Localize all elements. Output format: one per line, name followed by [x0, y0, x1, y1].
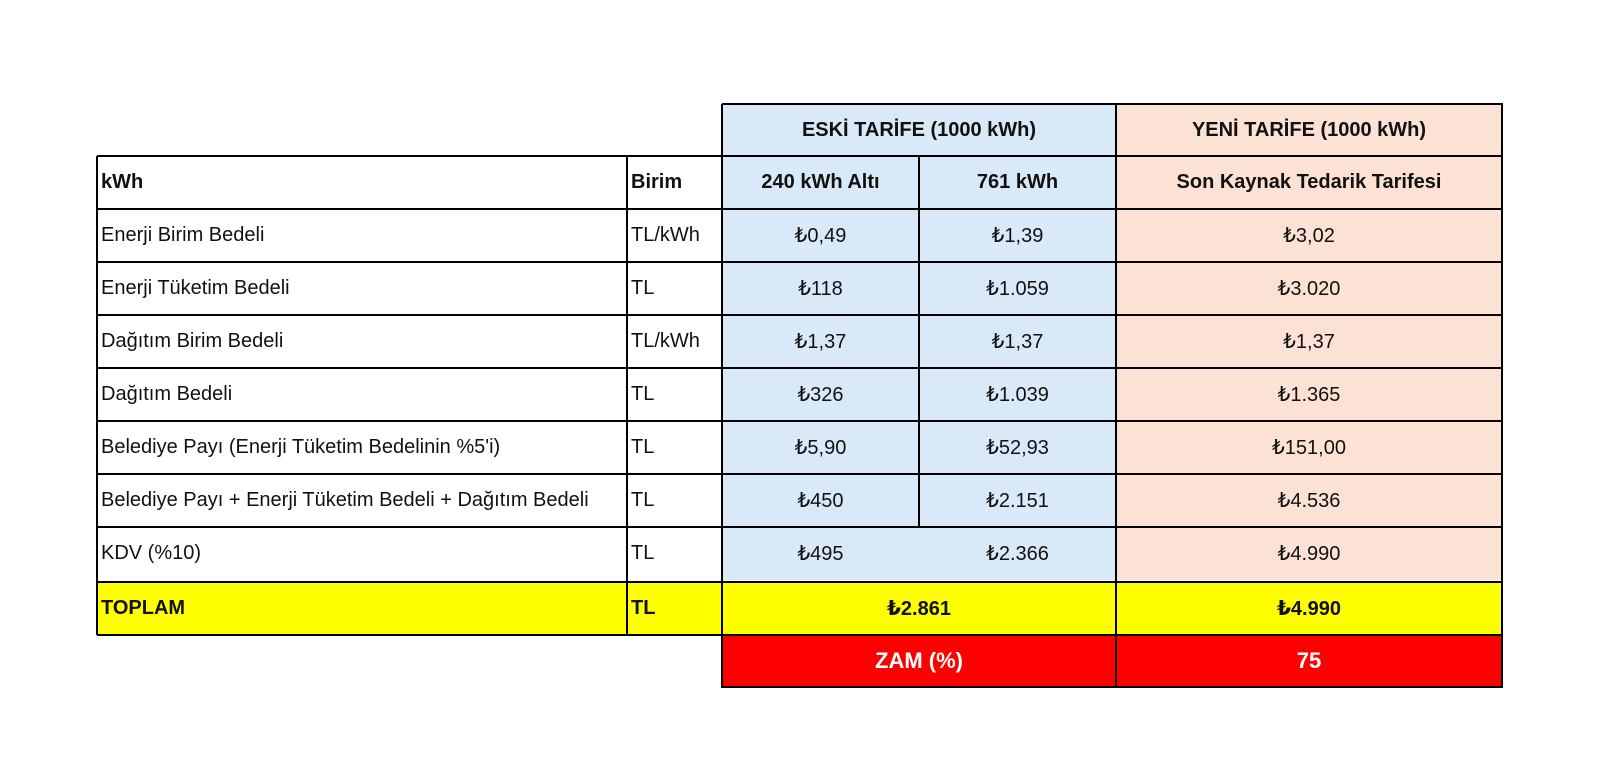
eski-tarife-header: ESKİ TARİFE (1000 kWh) [722, 104, 1116, 156]
grid-line [97, 155, 1503, 157]
column-header-birim: Birim [631, 171, 683, 193]
row-value-240-kwh: ₺495 [722, 527, 919, 580]
row-label: Belediye Payı + Enerji Tüketim Bedeli + Dağıtım Bedeli [101, 489, 589, 511]
row-value-son-kaynak: ₺1,37 [1116, 315, 1502, 368]
row-value-761-kwh: ₺1.039 [919, 368, 1116, 421]
column-header-kwh: kWh [101, 171, 144, 193]
total-eski-value: ₺2.861 [722, 582, 1116, 635]
grid-line [626, 156, 628, 635]
total-yeni-value: ₺4.990 [1116, 582, 1502, 635]
row-value-240-kwh: ₺326 [722, 368, 919, 421]
grid-line [97, 208, 1503, 210]
grid-line [97, 526, 1503, 528]
row-value-son-kaynak: ₺4.536 [1116, 474, 1502, 527]
grid-line [721, 104, 723, 688]
grid-line [722, 103, 1503, 105]
row-value-son-kaynak: ₺3.020 [1116, 262, 1502, 315]
zam-label: ZAM (%) [722, 635, 1116, 687]
grid-line [918, 156, 920, 527]
row-value-761-kwh: ₺1.059 [919, 262, 1116, 315]
grid-line [722, 686, 1503, 688]
row-value-son-kaynak: ₺151,00 [1116, 421, 1502, 474]
total-label: TOPLAM [97, 582, 627, 635]
row-unit: TL [631, 542, 655, 564]
row-value-761-kwh: ₺2.366 [919, 527, 1116, 580]
row-value-240-kwh: ₺118 [722, 262, 919, 315]
row-label: Enerji Birim Bedeli [101, 224, 265, 246]
column-header-761-kwh: 761 kWh [919, 156, 1116, 209]
row-value-761-kwh: ₺52,93 [919, 421, 1116, 474]
row-label: Enerji Tüketim Bedeli [101, 277, 290, 299]
row-value-761-kwh: ₺1,37 [919, 315, 1116, 368]
row-label: KDV (%10) [101, 542, 202, 564]
row-unit: TL [631, 489, 655, 511]
row-value-761-kwh: ₺2.151 [919, 474, 1116, 527]
row-value-son-kaynak: ₺3,02 [1116, 209, 1502, 262]
grid-line [97, 420, 1503, 422]
grid-line [97, 367, 1503, 369]
row-label: Dağıtım Birim Bedeli [101, 330, 284, 352]
grid-line [1501, 104, 1503, 688]
row-unit: TL [631, 383, 655, 405]
yeni-tarife-header: YENİ TARİFE (1000 kWh) [1116, 104, 1502, 156]
row-value-240-kwh: ₺5,90 [722, 421, 919, 474]
grid-line [97, 473, 1503, 475]
row-value-240-kwh: ₺1,37 [722, 315, 919, 368]
row-unit: TL [631, 436, 655, 458]
grid-line [96, 156, 98, 635]
row-unit: TL [631, 277, 655, 299]
column-header-240-kwh: 240 kWh Altı [722, 156, 919, 209]
row-value-240-kwh: ₺0,49 [722, 209, 919, 262]
grid-line [97, 634, 1503, 636]
row-value-son-kaynak: ₺1.365 [1116, 368, 1502, 421]
row-value-240-kwh: ₺450 [722, 474, 919, 527]
grid-line [1115, 104, 1117, 688]
row-value-761-kwh: ₺1,39 [919, 209, 1116, 262]
grid-line [97, 314, 1503, 316]
row-value-son-kaynak: ₺4.990 [1116, 527, 1502, 580]
row-unit: TL/kWh [631, 224, 700, 246]
row-label: Dağıtım Bedeli [101, 383, 233, 405]
grid-line [97, 581, 1503, 583]
row-unit: TL/kWh [631, 330, 700, 352]
total-unit: TL [627, 582, 722, 635]
grid-line [97, 261, 1503, 263]
row-label: Belediye Payı (Enerji Tüketim Bedelinin %5'i) [101, 436, 501, 458]
zam-value: 75 [1116, 635, 1502, 687]
column-header-son-kaynak: Son Kaynak Tedarik Tarifesi [1116, 156, 1502, 209]
